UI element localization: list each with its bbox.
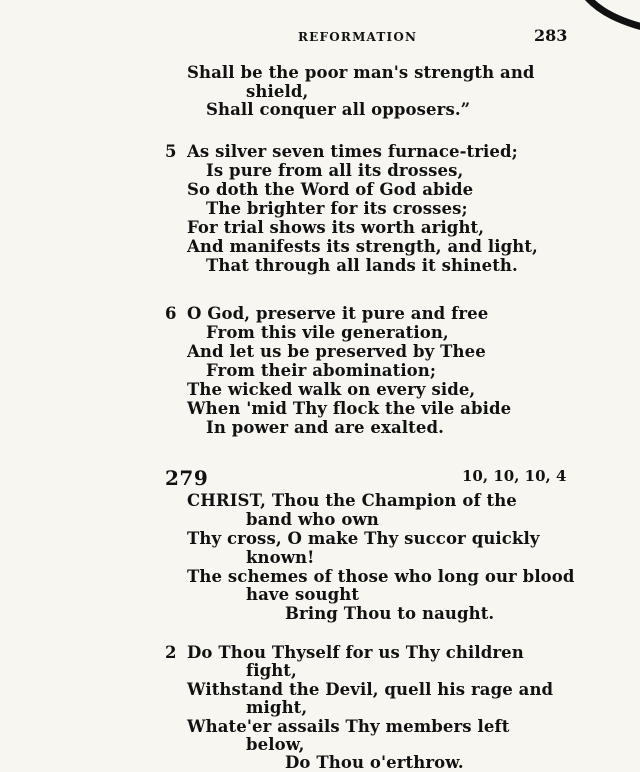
verse-line: Shall be the poor man's strength and <box>187 63 535 82</box>
verse-line: From this vile generation, <box>206 323 449 342</box>
verse-line: As silver seven times furnace-tried; <box>187 142 518 161</box>
verse-line-rest: Thou the Champion of the <box>265 491 517 510</box>
verse-line: The wicked walk on every side, <box>187 380 476 399</box>
verse-line: below, <box>246 735 305 754</box>
verse-line: And let us be preserved by Thee <box>187 342 486 361</box>
verse-line: That through all lands it shineth. <box>206 256 518 275</box>
verse-line: In power and are exalted. <box>206 418 444 437</box>
hymn-number: 279 <box>165 466 209 490</box>
verse-line: So doth the Word of God abide <box>187 180 474 199</box>
verse-line: Shall conquer all opposers.” <box>206 100 471 119</box>
verse-line: Bring Thou to naught. <box>285 604 495 623</box>
stanza-number: 6 <box>165 304 177 323</box>
stanza-number: 2 <box>165 643 177 662</box>
verse-line: Is pure from all its drosses, <box>206 161 464 180</box>
verse-line: The brighter for its crosses; <box>206 199 468 218</box>
verse-line: O God, preserve it pure and free <box>187 304 489 323</box>
verse-line: Withstand the Devil, quell his rage and <box>187 680 554 699</box>
first-word: CHRIST, <box>187 491 266 510</box>
hymn-meter: 10, 10, 10, 4 <box>462 467 567 485</box>
verse-line: From their abomination; <box>206 361 437 380</box>
stanza-number: 5 <box>165 142 177 161</box>
verse-line: have sought <box>246 585 360 604</box>
verse-line: When 'mid Thy flock the vile abide <box>187 399 512 418</box>
verse-line: might, <box>246 698 308 717</box>
verse-line: For trial shows its worth aright, <box>187 218 485 237</box>
verse-line: band who own <box>246 510 379 529</box>
running-title: REFORMATION <box>298 30 418 44</box>
verse-line: And manifests its strength, and light, <box>187 237 538 256</box>
page-number: 283 <box>534 26 568 45</box>
verse-line: Thy cross, O make Thy succor quickly <box>187 529 540 548</box>
page-corner-mark <box>580 0 640 40</box>
verse-line: Whate'er assails Thy members left <box>187 717 510 736</box>
verse-line: known! <box>246 548 315 567</box>
verse-line-first <box>187 491 517 510</box>
verse-line: The schemes of those who long our blood <box>187 567 575 586</box>
verse-line: shield, <box>246 82 309 101</box>
verse-line: fight, <box>246 661 297 680</box>
verse-line: Do Thou Thyself for us Thy children <box>187 643 524 662</box>
verse-line: Do Thou o'erthrow. <box>285 753 464 772</box>
